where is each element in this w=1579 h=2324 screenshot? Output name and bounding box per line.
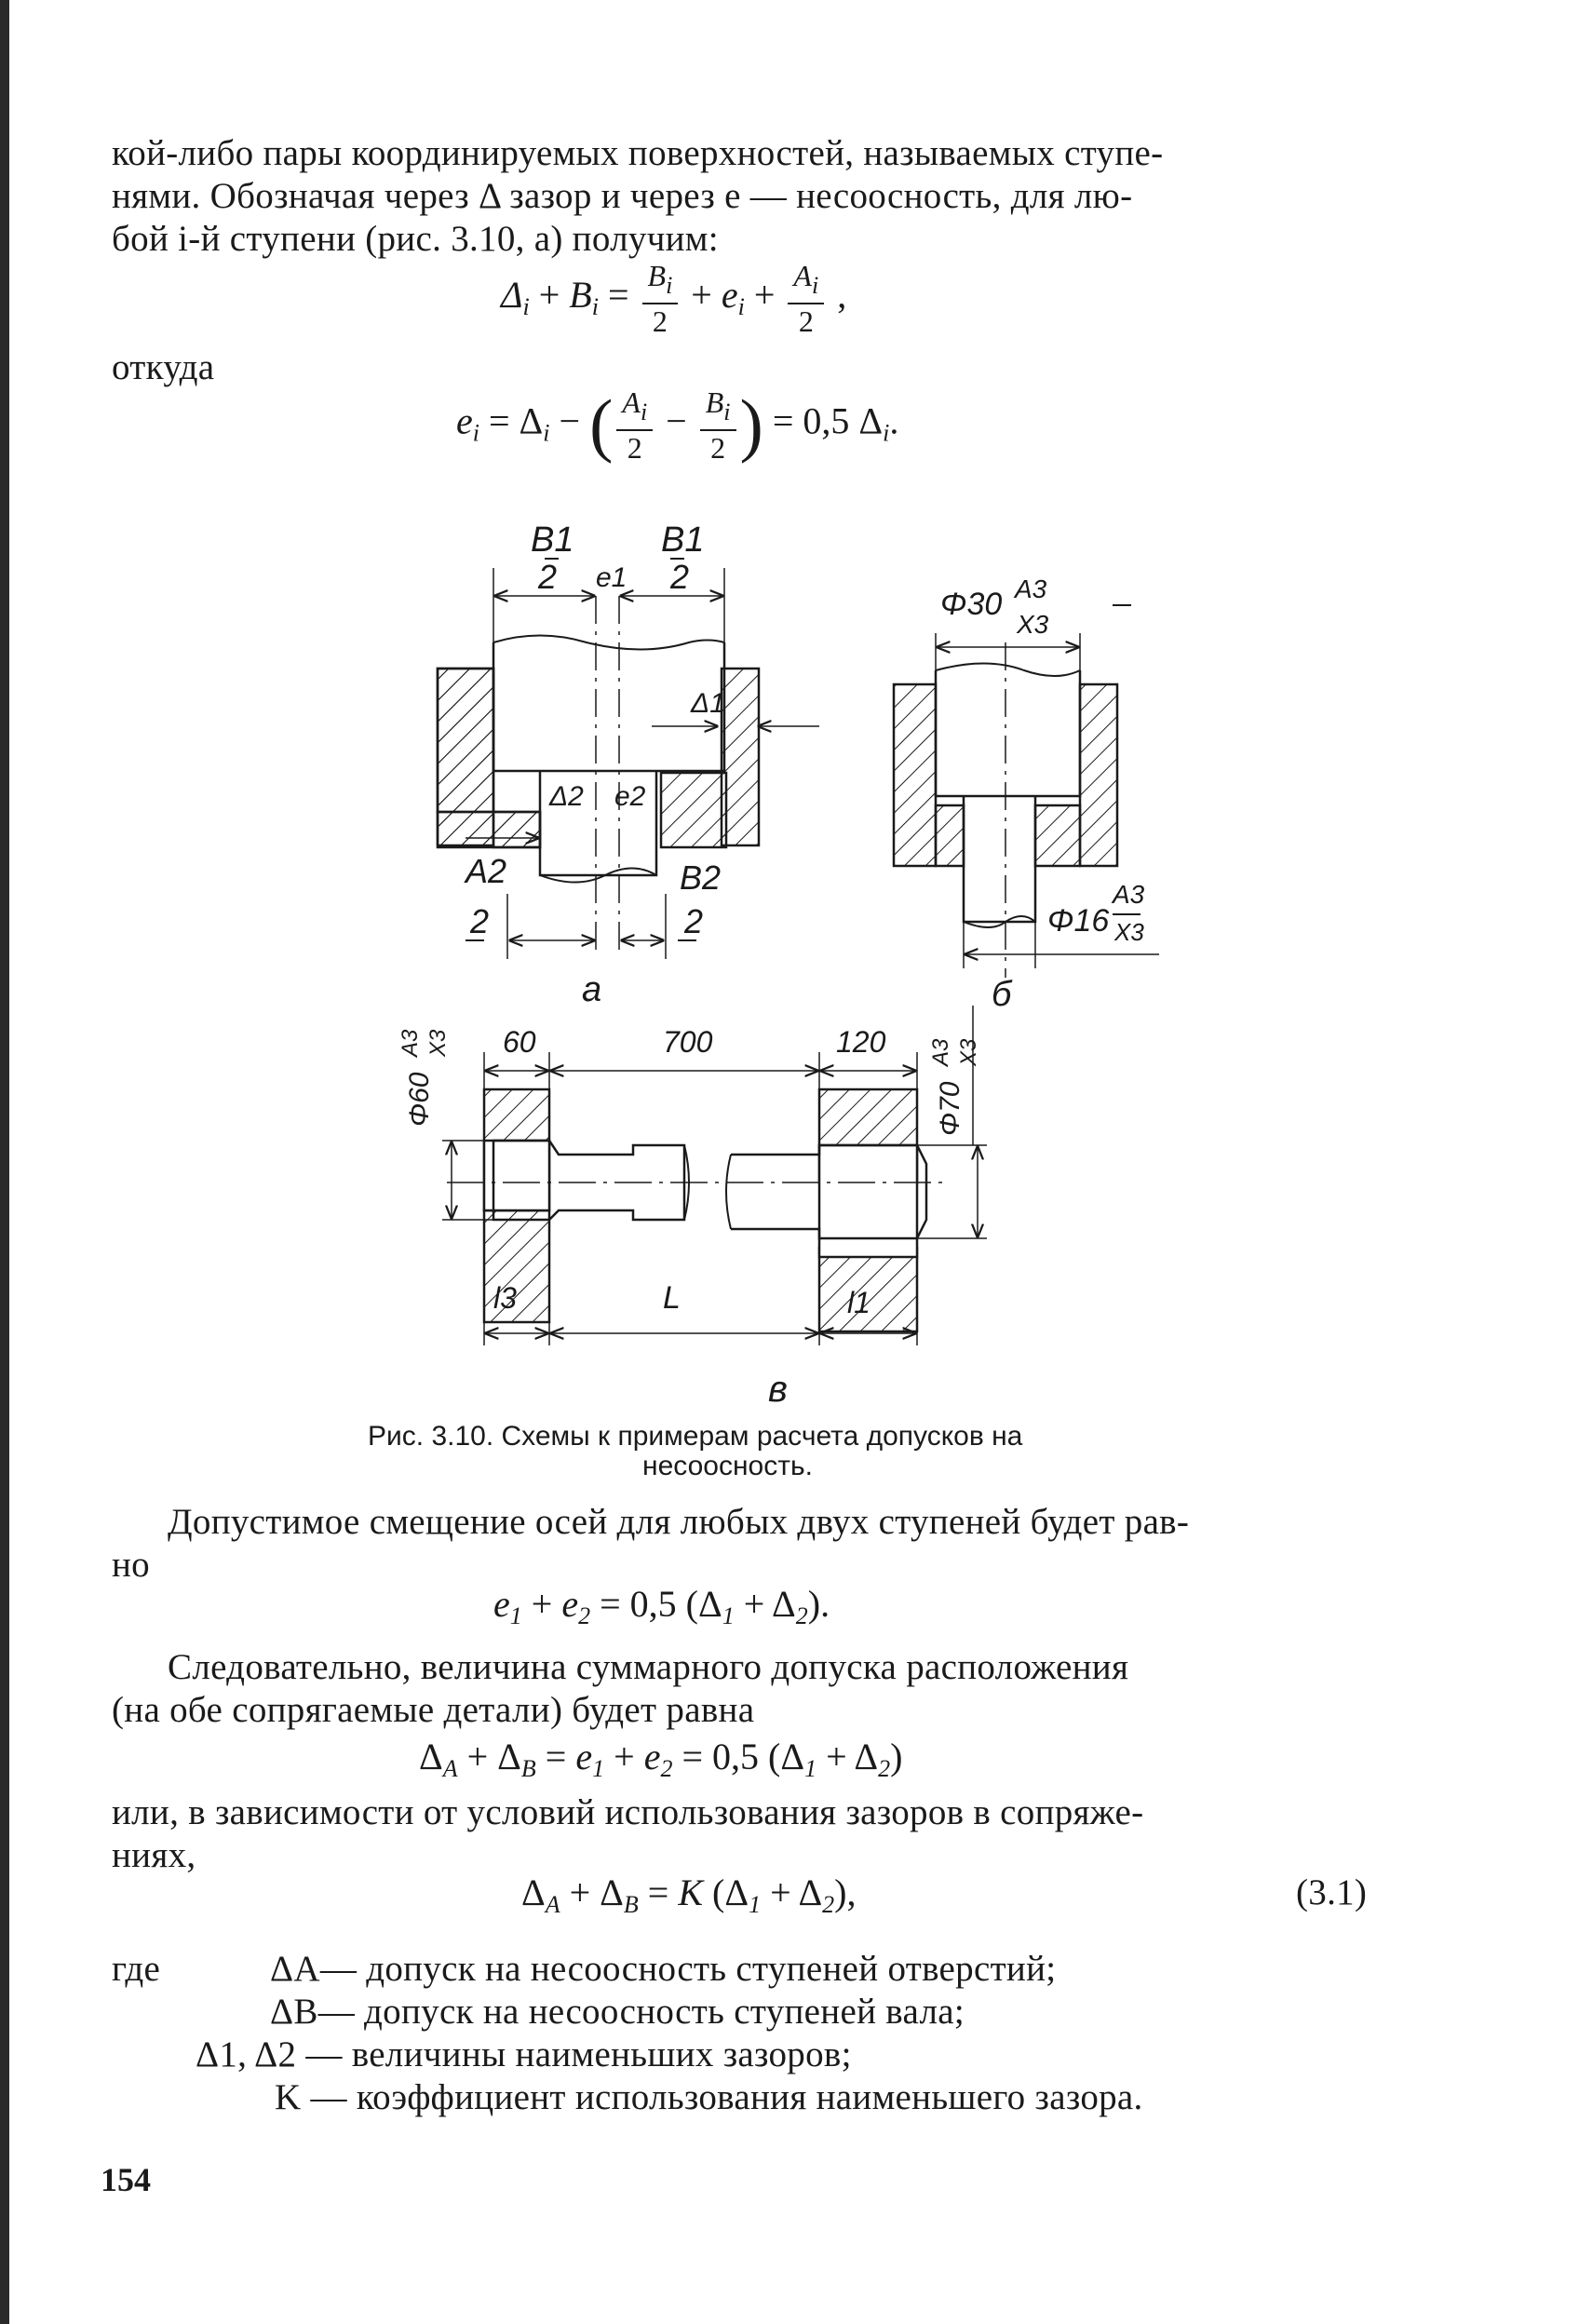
text-allowed-1: Допустимое смещение осей для любых двух ступеней будет рав-: [168, 1502, 1190, 1542]
label-120: 120: [836, 1025, 886, 1059]
text-gde: где: [112, 1949, 161, 1989]
label-phi60: Φ60: [404, 1072, 435, 1127]
text-line-2: нями. Обозначая через Δ зазор и через e — несоосность, для лю-: [112, 176, 1133, 216]
text-otkuda: откуда: [112, 347, 215, 387]
text-allowed-2: но: [112, 1545, 150, 1585]
label-delta2: Δ2: [549, 781, 584, 812]
figure-caption-1: Рис. 3.10. Схемы к примерам расчета допусков на: [368, 1421, 1023, 1452]
label-l1: l1: [847, 1286, 870, 1319]
equation-4: $\Delta_A + \Delta_B = e_1 + e_2 = 0,5$ $(\Delta_1 + \Delta_2)$: [419, 1736, 903, 1782]
label-b: б: [992, 975, 1012, 1014]
equation-2: $e_i = \Delta_i$ − ( $\frac{A_i}{2}$ − $\frac{B_i}{2}$ ) = 0,5 $\Delta_i$.: [456, 385, 899, 465]
text-ili-1: или, в зависимости от условий использования зазоров в сопряже-: [112, 1792, 1144, 1832]
label-X3-v-left: X3: [425, 1029, 451, 1057]
page-number: 154: [101, 2161, 151, 2198]
housing-b-right: [1080, 684, 1117, 866]
label-X3-b-top: X3: [1017, 610, 1049, 639]
housing-b-left: [894, 684, 936, 866]
diagram-a: [438, 559, 819, 959]
equation-source-strings: [0, 0, 1, 1]
label-delta1: Δ1: [691, 688, 725, 719]
label-700: 700: [663, 1025, 713, 1059]
eq1-string: [0, 0, 1, 1]
label-L: L: [663, 1280, 681, 1316]
label-A2: A2: [466, 852, 507, 890]
label-X3-v-right: X3: [956, 1038, 981, 1066]
label-two-3: 2: [470, 902, 490, 940]
shaft-a-large: [493, 642, 724, 771]
label-B1-right: B1: [661, 520, 705, 560]
definition-delta-a: ΔA— допуск на несоосность ступеней отверстий;: [270, 1949, 1057, 1989]
figure-caption-2: несоосность.: [642, 1451, 813, 1481]
text-sled-2: (на обе сопрягаемые детали) будет равна: [112, 1690, 755, 1730]
equation-5-number: (3.1): [1296, 1872, 1368, 1912]
label-two-2: 2: [670, 558, 690, 596]
label-60: 60: [503, 1025, 536, 1059]
text-sled-1: Следовательно, величина суммарного допуска расположения: [168, 1647, 1129, 1687]
label-A3-b-top: A3: [1015, 574, 1047, 603]
label-A3-v-right: A3: [928, 1038, 953, 1066]
label-phi16: Φ16: [1047, 903, 1110, 939]
text-line-3: бой i-й ступени (рис. 3.10, a) получим:: [112, 219, 719, 259]
equation-3: $e_1 + e_2 = 0,5$ $(\Delta_1 + \Delta_2)$.: [493, 1583, 830, 1629]
label-e1: e1: [596, 562, 628, 593]
text-line-1: кой-либо пары координируемых поверхностей, называемых ступе-: [112, 133, 1164, 173]
label-e2: e2: [614, 781, 646, 812]
text-ili-2: ниях,: [112, 1835, 196, 1875]
label-two-1: 2: [538, 558, 558, 596]
definition-delta-b: ΔB— допуск на несоосность ступеней вала;: [270, 1992, 965, 2032]
equation-1-render: $\Delta_i + B_i$ = $\frac{B_i}{2}$ + $e_i$ + $\frac{A_i}{2}$ ,: [501, 259, 847, 338]
label-v: в: [768, 1369, 788, 1410]
equation-5: $\Delta_A + \Delta_B = K$ $(\Delta_1 + \Delta_2)$,: [521, 1871, 857, 1918]
label-A3-v-left: A3: [398, 1029, 423, 1057]
label-two-4: 2: [684, 902, 704, 940]
label-B2: B2: [680, 858, 722, 897]
shaft-b-small: [964, 796, 1035, 922]
label-phi70: Φ70: [935, 1081, 965, 1136]
label-X3-b-bottom: X3: [1114, 918, 1144, 946]
label-a: a: [582, 970, 602, 1009]
definition-delta-1-2: Δ1, Δ2 — величины наименьших зазоров;: [196, 2034, 852, 2074]
label-B1-left: B1: [531, 520, 574, 560]
label-phi30: Φ30: [940, 587, 1003, 622]
shaft-b-large: [936, 670, 1080, 796]
label-A3-b-bottom: A3: [1113, 880, 1145, 909]
label-l3: l3: [493, 1281, 517, 1315]
definition-k: K — коэффициент использования наименьшего зазора.: [275, 2077, 1143, 2117]
